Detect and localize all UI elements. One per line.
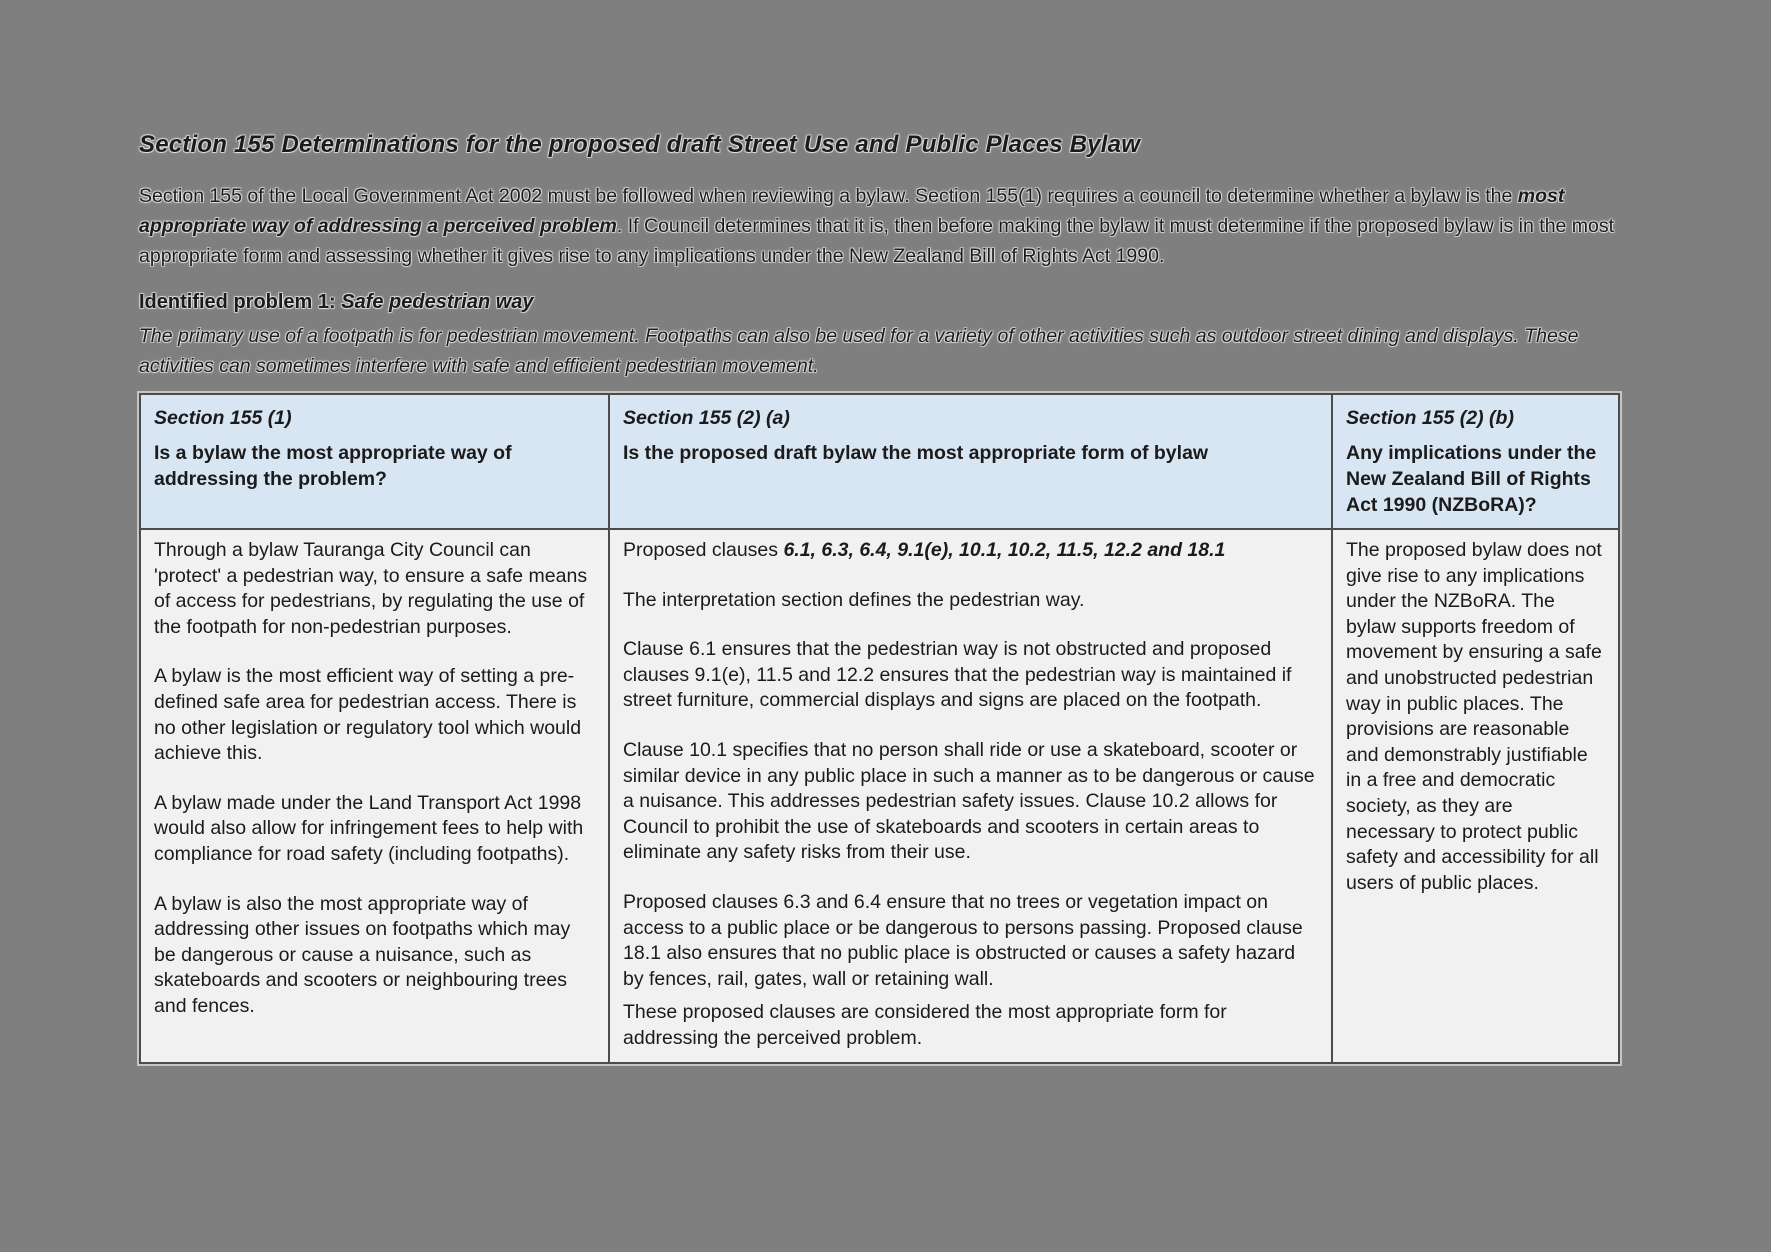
cell-paragraph: A bylaw is the most efficient way of setting a pre-defined safe area for pedestrian access. There is no other legislation or regulatory tool which would achieve this. xyxy=(154,665,582,765)
cell-nzbora-implications xyxy=(1332,529,1619,1063)
column-header-question: Is a bylaw the most appropriate way of addressing the problem? xyxy=(154,442,512,490)
cell-paragraph xyxy=(623,538,1317,564)
cell-paragraph: Proposed clauses 6.3 and 6.4 ensure that no trees or vegetation impact on access to a public place or be dangerous to persons passing. Proposed clause 18.1 also ensures that no public place is obstructed or causes a safety hazard by fences, rail, gates, wall or retaining wall. xyxy=(623,890,1303,990)
problem-heading-label: Identified problem 1: xyxy=(139,291,342,313)
cell-most-appropriate-way xyxy=(140,529,609,1063)
section-155-determinations-table xyxy=(139,393,1620,1064)
cell-paragraph: Through a bylaw Tauranga City Council can 'protect' a pedestrian way, to ensure a safe means of access for pedestrians, by regulating the use of the footpath for non-pedestrian purposes. xyxy=(154,539,588,638)
cell-paragraph: The proposed bylaw does not give rise to any implications under the NZBoRA. The bylaw supports freedom of movement by ensuring a safe and unobstructed pedestrian way in public places. The provisions are reasonable and demonstrably justifiable in a free and democratic society, as they are necessary to protect public safety and accessibility for all users of public places. xyxy=(1346,539,1602,894)
column-header-section-155-2b xyxy=(1332,394,1619,529)
document-content xyxy=(139,128,1618,1064)
cell-paragraph: A bylaw made under the Land Transport Act 1998 would also allow for infringement fees to help with compliance for road safety (including footpaths). xyxy=(154,791,584,865)
table-body-row xyxy=(140,529,1619,1063)
column-header-question: Is the proposed draft bylaw the most appropriate form of bylaw xyxy=(623,442,1209,464)
column-header-section-label: Section 155 (1) xyxy=(154,407,292,429)
intro-text-after: . If Council determines that it is, then before making the bylaw it must determine if the proposed bylaw is in the most appropriate form and assessing whether it gives rise to any implications under the New Zealand Bill of Rights Act 1990. xyxy=(139,215,1615,267)
proposed-clauses-prefix: Proposed clauses xyxy=(623,539,784,561)
intro-emphasis-phrase: most appropriate way of addressing a perceived problem xyxy=(139,185,1565,237)
column-header-section-label: Section 155 (2) (b) xyxy=(1346,407,1514,429)
problem-heading-name: Safe pedestrian way xyxy=(341,291,534,313)
cell-paragraph: Clause 6.1 ensures that the pedestrian way is not obstructed and proposed clauses 9.1(e), 11.5 and 12.2 ensures that the pedestrian way is maintained if street furniture, commercial displays and signs are placed on the footpath. xyxy=(623,638,1292,712)
page-title: Section 155 Determinations for the proposed draft Street Use and Public Places Bylaw xyxy=(139,131,1141,158)
cell-paragraph: The interpretation section defines the pedestrian way. xyxy=(623,588,1085,611)
column-header-section-155-2a xyxy=(609,394,1332,529)
column-header-section-155-1 xyxy=(140,394,609,529)
proposed-clauses-list: 6.1, 6.3, 6.4, 9.1(e), 10.1, 10.2, 11.5, 12.2 and 18.1 xyxy=(783,539,1226,561)
table-header-row xyxy=(140,394,1619,529)
column-header-section-label: Section 155 (2) (a) xyxy=(623,407,790,429)
problem-heading xyxy=(139,289,1618,315)
column-header-question: Any implications under the New Zealand Bill of Rights Act 1990 (NZBoRA)? xyxy=(1346,442,1597,516)
intro-paragraph xyxy=(139,181,1618,271)
cell-paragraph: These proposed clauses are considered the most appropriate form for addressing the perceived problem. xyxy=(623,1001,1227,1049)
cell-paragraph: A bylaw is also the most appropriate way of addressing other issues on footpaths which may be dangerous or cause a nuisance, such as skateboards and scooters or neighbouring trees and fences. xyxy=(154,892,571,1017)
cell-paragraph: Clause 10.1 specifies that no person shall ride or use a skateboard, scooter or similar device in any public place in such a manner as to be dangerous or cause a nuisance. This addresses pedestrian safety issues. Clause 10.2 allows for Council to prohibit the use of skateboards and scooters in certain areas to eliminate any safety risks from their use. xyxy=(623,738,1315,864)
intro-text-before: Section 155 of the Local Government Act 2002 must be followed when reviewing a bylaw. Section 155(1) requires a council to determine whether a bylaw is the xyxy=(139,185,1518,207)
problem-description: The primary use of a footpath is for pedestrian movement. Footpaths can also be used for a variety of other activities such as outdoor street dining and displays. These activities can sometimes interfere with safe and efficient pedestrian movement. xyxy=(139,325,1579,377)
cell-most-appropriate-form xyxy=(609,529,1332,1063)
